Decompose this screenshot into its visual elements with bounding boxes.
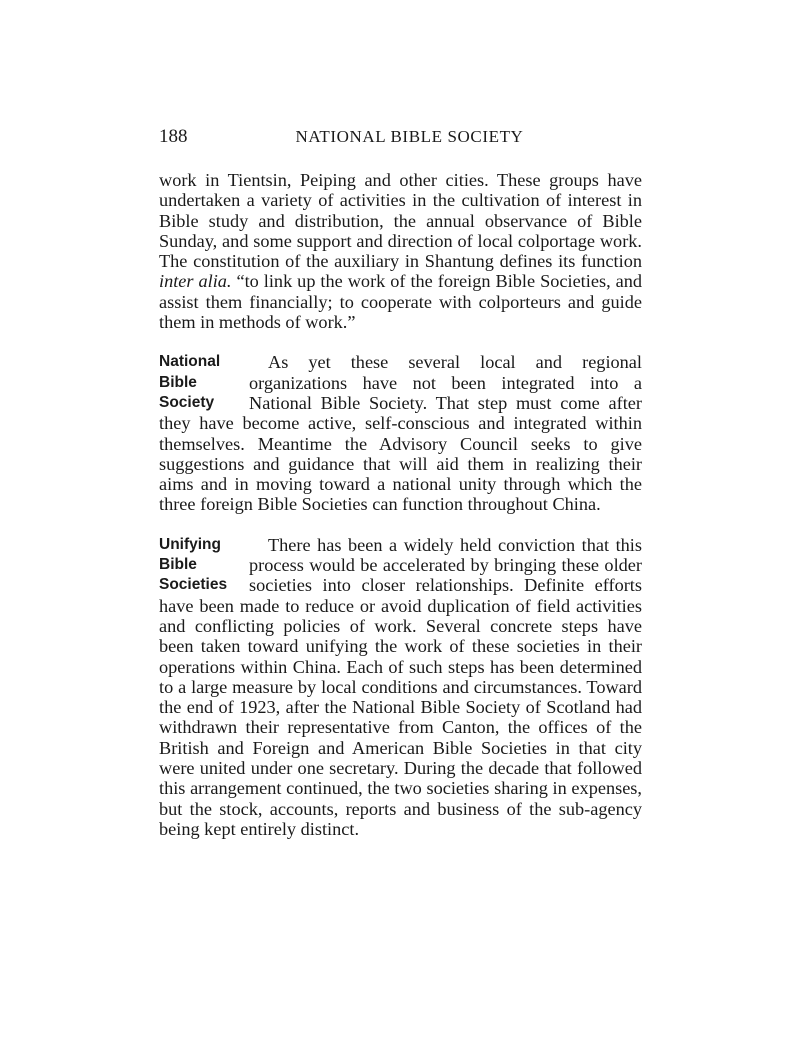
section-unifying-text: There has been a widely held conviction that this process would be accelerated by bringing these older societies into closer relationships. Definite efforts have been made to reduce or avoid duplication of field activities and conflicting policies of work. Several concrete steps have been taken toward unifying the work of these societies in their operations within China. Each of such steps has been determined to a large measure by local conditions and circumstances. Toward the end of 1923, after the National Bible Society of Scotland had withdrawn their representative from Canton, the offices of the British and Foreign and American Bible Societies in that city were united under one secretary. During the decade that followed this arrangement continued, the two societies sharing in expenses, but the stock, accounts, reports and business of the sub-agency being kept entirely distinct. [159,534,642,839]
running-title: NATIONAL BIBLE SOCIETY [295,127,524,146]
section-national-text: As yet these several local and regional organizations have not been integrated into a National Bible Society. That step must come after they have become active, self-conscious and integrated within themselves. Meantime the Advisory Council seeks to give suggestions and guidance that will aid them in realizing their aims and in moving toward a national unity through which the three foreign Bible Societies can function throughout China. [159,352,642,515]
page-number: 188 [159,126,188,147]
paragraph-text-after-italic: “to link up the work of the foreign Bible Societies, and assist them financially; to cooperate with colporteurs and guide them in methods of work.” [159,271,643,333]
sidehead-line: Societies [159,576,228,594]
sidehead-line: Society [159,393,215,411]
paragraph-continuation [159,170,642,332]
paragraph-text-before-italic: work in Tientsin, Peiping and other cities. These groups have undertaken a variety of activities in the cultivation of interest in Bible study and distribution, the annual observance of Bible Sunday, and some support and direction of local colportage work. The constitution of the auxiliary in Shantung defines its function [159,170,642,272]
sidehead-line: Bible [159,373,197,391]
italic-phrase: inter alia. [159,271,232,292]
running-header [159,124,642,150]
sidehead-line: Bible [159,556,197,574]
section-national-bible-society [159,352,642,514]
book-page [159,124,642,839]
sidehead-line: Unifying [159,535,221,553]
sidehead-national-bible-society [159,352,249,413]
body-text [159,170,642,839]
sidehead-unifying-bible-societies [159,535,249,596]
section-unifying-bible-societies [159,535,642,839]
sidehead-line: National [159,353,221,371]
